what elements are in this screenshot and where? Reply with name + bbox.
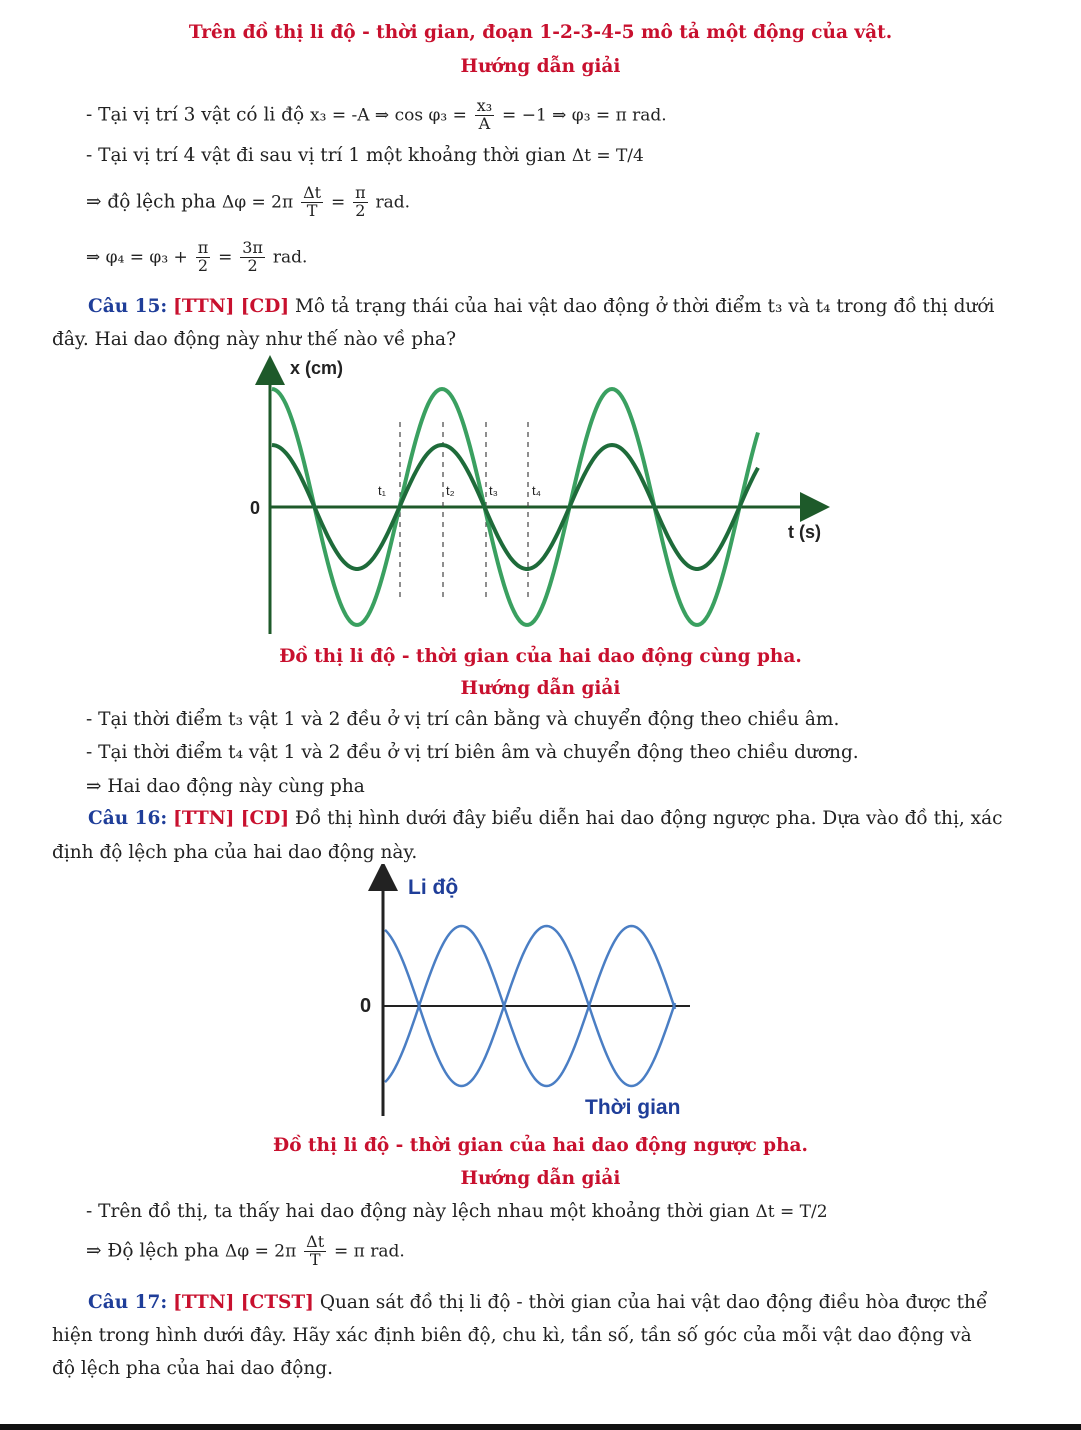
solution-line-3	[86, 185, 410, 220]
denominator: T	[306, 200, 318, 220]
unit: rad.	[375, 192, 411, 213]
question-label: Câu 16:	[88, 808, 168, 829]
formula: Δt = T/4	[571, 146, 644, 166]
origin-label: 0	[360, 995, 372, 1017]
question-17-cont-1: hiện trong hình dưới đây. Hãy xác định biên độ, chu kì, tần số, tần số góc của mỗi vật dao động và	[52, 1325, 972, 1346]
solution-text: ⇒ độ lệch pha	[86, 191, 217, 213]
guide-title-2: Hướng dẫn giải	[460, 678, 621, 699]
formula: x₃ = -A ⇒ cos φ₃ =	[310, 105, 467, 126]
question-tags: [TTN] [CTST]	[173, 1292, 314, 1313]
page-bottom-border	[0, 1424, 1081, 1430]
question-17	[88, 1292, 987, 1313]
q15-solution-1: - Tại thời điểm t₃ vật 1 và 2 đều ở vị trí cân bằng và chuyển động theo chiều âm.	[86, 709, 840, 730]
solution-line-4	[86, 240, 307, 275]
x-axis-label: Thời gian	[585, 1096, 681, 1119]
q16-solution-1	[86, 1201, 828, 1222]
question-15-cont: đây. Hai dao động này như thế nào về pha?	[52, 329, 456, 350]
denominator: 2	[247, 255, 258, 275]
guide-title-3: Hướng dẫn giải	[460, 1168, 621, 1189]
label-t3: t₃	[489, 483, 498, 498]
numerator: π	[355, 183, 366, 202]
fraction	[475, 98, 494, 133]
origin-label: 0	[250, 498, 261, 518]
label-t2: t₂	[446, 483, 455, 498]
formula: Δφ = 2π	[225, 1241, 297, 1262]
formula: = π rad.	[334, 1241, 405, 1262]
numerator: Δt	[303, 183, 322, 202]
label-t4: t₄	[532, 483, 541, 498]
x-axis-label: t (s)	[788, 522, 821, 542]
guide-title-1: Hướng dẫn giải	[460, 56, 621, 77]
question-16	[88, 808, 1002, 829]
numerator: π	[197, 238, 209, 257]
fraction	[240, 240, 265, 275]
solution-line-1	[86, 98, 667, 133]
fraction	[196, 240, 211, 275]
solution-line-2	[86, 145, 644, 166]
formula: Δφ = 2π	[221, 192, 294, 213]
question-text: Mô tả trạng thái của hai vật dao động ở thời điểm t₃ và t₄ trong đồ thị dưới	[294, 296, 995, 317]
numerator: Δt	[306, 1232, 325, 1251]
unit: rad.	[272, 247, 308, 268]
same-phase-graph	[230, 352, 850, 642]
question-tags: [TTN] [CD]	[173, 296, 290, 317]
question-label: Câu 15:	[88, 296, 168, 317]
denominator: A	[478, 113, 491, 133]
opposite-phase-graph	[340, 864, 720, 1124]
q15-solution-3: ⇒ Hai dao động này cùng pha	[86, 776, 365, 797]
label-t1: t₁	[378, 483, 386, 498]
fraction	[301, 185, 323, 220]
fraction	[353, 185, 368, 220]
question-16-cont: định độ lệch pha của hai dao động này.	[52, 842, 418, 863]
intro-heading: Trên đồ thị li độ - thời gian, đoạn 1-2-3-4-5 mô tả một động của vật.	[188, 22, 893, 43]
question-text: Đồ thị hình dưới đây biểu diễn hai dao động ngược pha. Dựa vào đồ thị, xác	[294, 808, 1003, 829]
solution-text: - Tại vị trí 3 vật có li độ	[86, 104, 305, 126]
question-17-cont-2: độ lệch pha của hai dao động.	[52, 1358, 333, 1379]
q16-solution-2	[86, 1234, 405, 1269]
solution-text: - Tại vị trí 4 vật đi sau vị trí 1 một khoảng thời gian	[86, 145, 566, 166]
fraction	[304, 1234, 326, 1269]
figure-caption-2: Đồ thị li độ - thời gian của hai dao động ngược pha.	[273, 1135, 808, 1156]
question-text: Quan sát đồ thị li độ - thời gian của hai vật dao động điều hòa được thể	[319, 1292, 988, 1313]
formula: Δt = T/2	[755, 1202, 828, 1222]
equals-sign: =	[218, 247, 233, 268]
figure-caption-1: Đồ thị li độ - thời gian của hai dao động cùng pha.	[279, 646, 802, 667]
question-label: Câu 17:	[88, 1292, 168, 1313]
solution-text: - Trên đồ thị, ta thấy hai dao động này lệch nhau một khoảng thời gian	[86, 1201, 750, 1222]
solution-text: ⇒ Độ lệch pha	[86, 1240, 220, 1262]
question-15	[88, 296, 994, 317]
y-axis-label: Li độ	[408, 876, 459, 899]
question-tags: [TTN] [CD]	[173, 808, 290, 829]
equals-sign: =	[330, 192, 346, 213]
formula: ⇒ φ₄ = φ₃ +	[86, 247, 188, 268]
numerator: x₃	[476, 96, 493, 115]
denominator: T	[309, 1249, 321, 1269]
denominator: 2	[197, 255, 209, 275]
numerator: 3π	[242, 238, 263, 257]
denominator: 2	[355, 200, 366, 220]
formula: = −1 ⇒ φ₃ = π rad.	[502, 105, 667, 126]
y-axis-label: x (cm)	[290, 358, 344, 378]
q15-solution-2: - Tại thời điểm t₄ vật 1 và 2 đều ở vị trí biên âm và chuyển động theo chiều dương.	[86, 742, 859, 763]
